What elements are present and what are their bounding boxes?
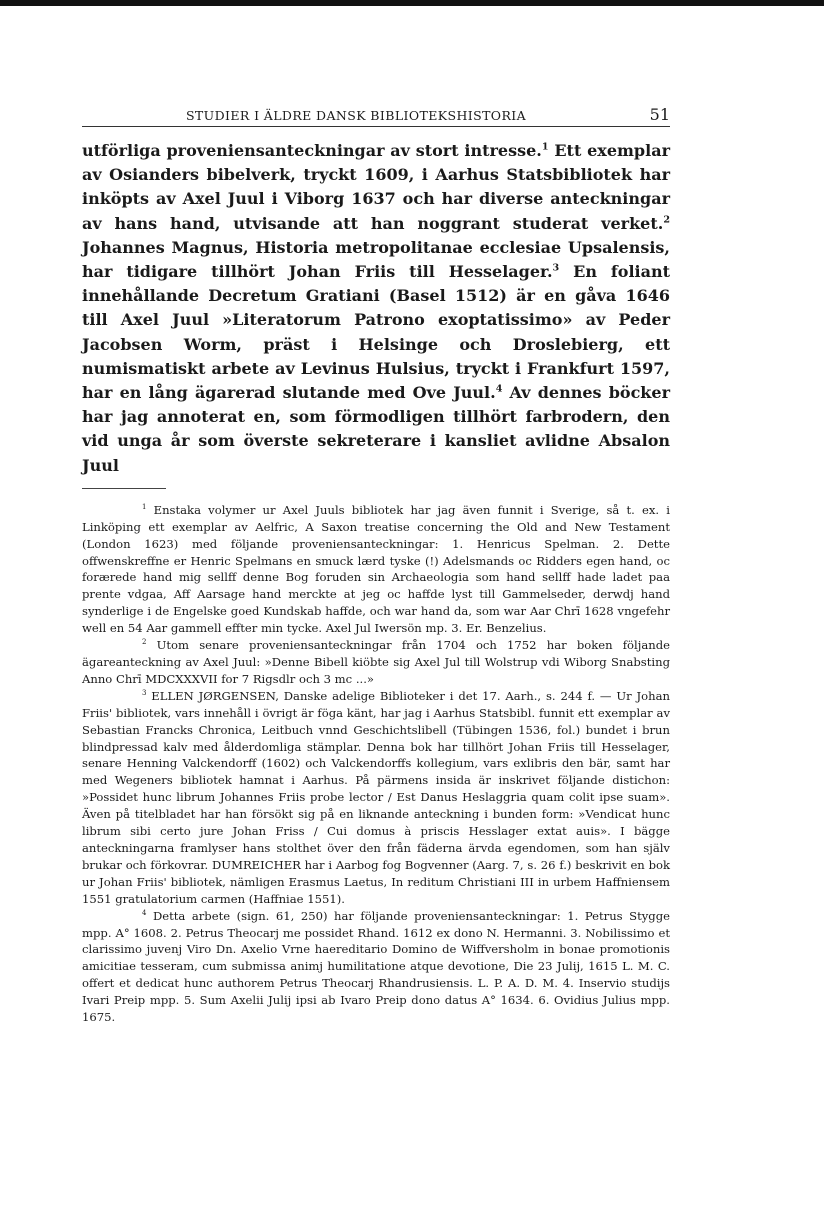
footnote-4	[82, 908, 670, 1026]
book-page	[82, 96, 670, 1026]
footnote-3	[82, 688, 670, 908]
footnote-ref: 3	[142, 688, 147, 697]
footnote-ref: 1	[541, 141, 549, 153]
top-border	[0, 0, 824, 6]
page-number: 51	[649, 105, 670, 124]
text-run: Johannes Magnus, Historia metropolitanae ecclesiae Upsalensis, har tidigare tillhört Johan Friis till Hesselager.	[82, 237, 670, 282]
footnote-ref: 4	[495, 383, 503, 395]
text-run: Av dennes böcker har jag annoterat en, som förmodligen tillhört farbrodern, den vid unga år som överste sekreterare i kansliet avlidne Absalon Juul	[82, 383, 671, 475]
footnote-ref: 3	[552, 262, 560, 274]
footnotes	[82, 502, 670, 1026]
footnote-ref: 4	[142, 908, 147, 917]
footnote-1	[82, 502, 670, 637]
text-run: En foliant innehållande Decretum Gratiani (Basel 1512) är en gåva 1646 till Axel Juul »Literatorum Patrono exoptatissimo» av Peder Jacobsen Worm, präst i Helsinge och Droslebierg, ett numismatiskt arbete av Levinus Hulsius, tryckt i Frankfurt 1597, har en lång ägarerad slutande med Ove Juul.	[82, 262, 670, 403]
text-run: ELLEN JØRGENSEN, Danske adelige Biblioteker i det 17. Aarh., s. 244 f. — Ur Johan Friis' bibliotek, vars innehåll i övrigt är föga känt, har jag i Aarhus Statsbibl. funnit ett exemplar av Sebastian Francks Chronica, Leitbuch vnnd Geschichtslibell (Tübingen 1536, fol.) bundet i brun blindpressad kalv med ålderdomliga stämplar. Denna bok har tillhört Johan Friis till Hesselager, senare Henning Valckendorff (1602) och Valckendorffs kollegium, vars exlibris den bär, samt har med Wegeners bibliotek hamnat i Aarhus. På pärmens insida är inskrivet följande distichon: »Possidet hunc librum Johannes Friis probe lector / Est Danus Heslaggria quam colit ipse suam». Även på titelbladet har han försökt sig på en liknande anteckning i bunden form: »Vendicat hunc librum sibi certo jure Johan Friss / Cui domus à priscis Hesslager extat auis». I bägge anteckningarna framlyser hans stolthet över den från fäderna ärvda egendomen, som han själv brukar och förkovrar. DUMREICHER har i Aarbog fog Bogvenner (Aarg. 7, s. 26 f.) beskrivit en bok ur Johan Friis' bibliotek, nämligen Erasmus Laetus, In reditum Christiani III in urbem Haffniensem 1551 gratulatorium carmen (Haffniae 1551).	[82, 688, 670, 906]
footnote-ref: 2	[142, 638, 147, 647]
text-run: Ett exemplar av Osianders bibelverk, tryckt 1609, i Aarhus Statsbibliotek har inköpts av Axel Juul i Viborg 1637 och har diverse anteckningar av hans hand, utvisande att han noggrant studerat verket.	[82, 141, 670, 233]
text-run: utförliga proveniensanteckningar av stort intresse.	[82, 141, 542, 160]
footnote-2	[82, 637, 670, 688]
footnote-ref: 1	[142, 502, 147, 511]
text-run: Utom senare proveniensanteckningar från 1704 och 1752 har boken följande ägareanteckning av Axel Juul: »Denne Bibell kiöbte sig Axel Jul till Wolstrup vdi Wiborg Snabsting Anno Chrī MDCXXXVII for 7 Rigsdlr och 3 mc ...»	[82, 638, 670, 686]
body-paragraph	[82, 139, 670, 478]
text-run: Enstaka volymer ur Axel Juuls bibliotek har jag även funnit i Sverige, så t. ex. i Linköping ett exemplar av Aelfric, A Saxon treatise concerning the Old and New Testament (London 1623) med följande proveniensanteckningar: 1. Henricus Spelman. 2. Dette offwenskreffne er Henric Spelmans en smuck lærd tyske (!) Adelsmands oc Ridders egen hand, oc forærede hand mig sellff denne Bog foruden sin Archaeologia som hand sellff hade ladet paa prente vdgaa, Aff Aarsage hand merckte at jeg oc haffde lyst till Gammelseder, derwdj hand synderlige i de Engelske goed Kundskab haffde, och war hand da, som war Aar Chrī 1628 vngefehr well en 54 Aar gammell effter min tycke. Axel Jul Iwersön mp. 3. Er. Benzelius.	[82, 502, 670, 636]
page-header	[82, 96, 670, 127]
footnote-separator	[82, 488, 166, 489]
footnote-ref: 2	[663, 214, 670, 226]
text-run: Detta arbete (sign. 61, 250) har följande proveniensanteckningar: 1. Petrus Stygge mpp. A° 1608. 2. Petrus Theocarj me possidet Rhand. 1612 ex dono N. Hermanni. 3. Nobilissimo et clarissimo juvenj Viro Dn. Axelio Vrne haereditario Domino de Wiffversholm in bonae promotionis amicitiae tesseram, cum submissa animj humilitatione atque devotione, Die 23 Julij, 1615 L. M. C. offert et dedicat hunc authorem Petrus Theocarj Rhandrusiensis. L. P. A. D. M. 4. Inservio studijs Ivari Preip mpp. 5. Sum Axelii Julij ipsi ab Ivaro Preip dono datus A° 1634. 6. Ovidius Julius mpp. 1675.	[82, 908, 670, 1025]
running-title: STUDIER I ÄLDRE DANSK BIBLIOTEKSHISTORIA	[185, 108, 527, 123]
